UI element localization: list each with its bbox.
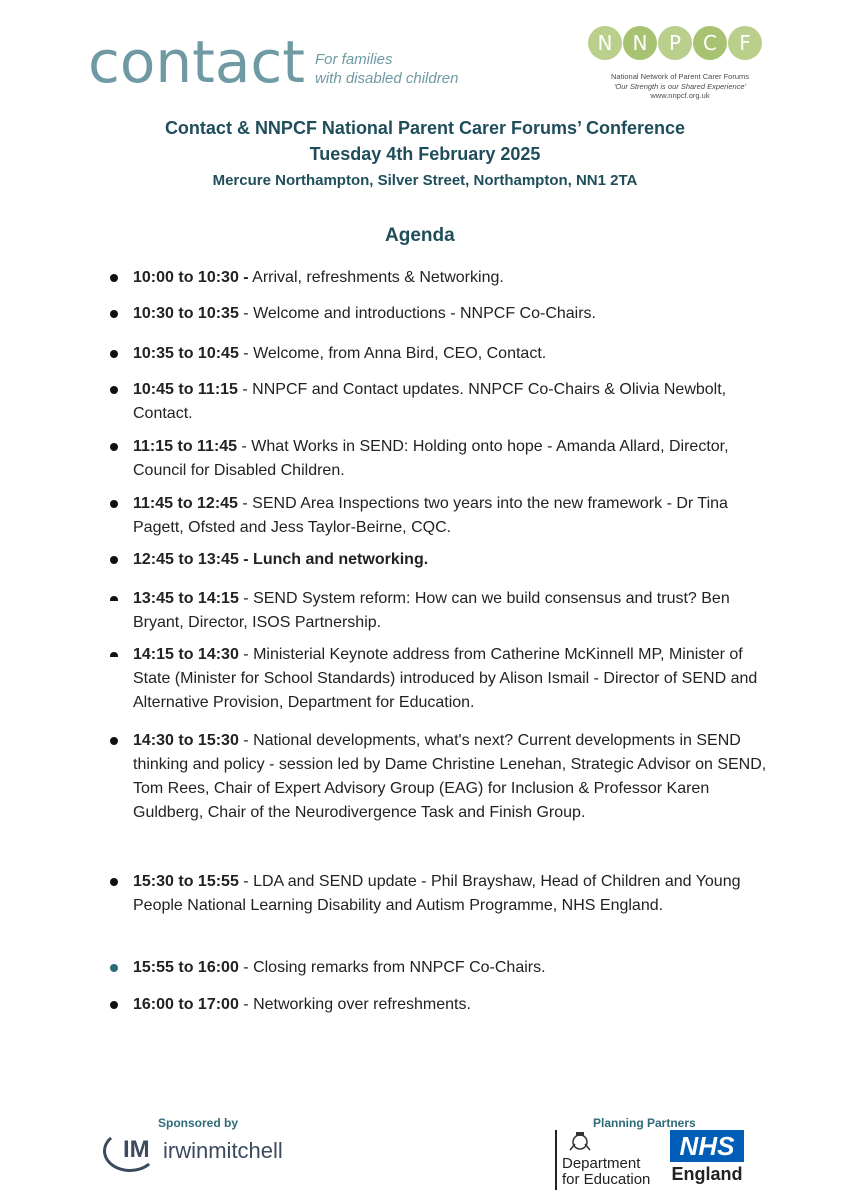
nnpcf-letter: C <box>693 26 727 60</box>
nnpcf-logo <box>580 26 780 108</box>
bullet-icon <box>110 274 118 282</box>
nnpcf-letter: N <box>588 26 622 60</box>
agenda-time: 12:45 to 13:45 - Lunch and networking. <box>133 551 429 568</box>
bullet-icon <box>110 596 118 601</box>
nhs-england-logo <box>668 1130 746 1190</box>
conference-date: Tuesday 4th February 2025 <box>309 144 541 164</box>
bullet-icon <box>110 964 118 972</box>
planning-partners-label: Planning Partners <box>593 1116 696 1130</box>
nnpcf-letter: F <box>728 26 762 60</box>
agenda-item <box>133 492 783 540</box>
agenda-item <box>133 587 783 635</box>
dfe-line-1: Department <box>562 1155 641 1172</box>
agenda-text: - LDA and SEND update - Phil Brayshaw, Head of Children and Young People National Learning Disability and Autism Programme, NHS England. <box>133 873 741 914</box>
agenda-time: 16:00 to 17:00 <box>133 996 239 1013</box>
agenda-time: 10:30 to 10:35 <box>133 305 239 322</box>
agenda-item <box>133 378 783 426</box>
bullet-icon <box>110 500 118 508</box>
dfe-divider <box>555 1130 557 1190</box>
irwin-mitchell-mark: IM <box>123 1136 150 1163</box>
bullet-icon <box>110 1001 118 1009</box>
agenda-text: - Welcome and introductions - NNPCF Co-Chairs. <box>238 305 596 322</box>
agenda-time: 10:00 to 10:30 - <box>133 269 249 286</box>
agenda-item <box>133 643 783 715</box>
contact-logo <box>88 28 478 96</box>
dfe-line-2: for Education <box>562 1171 651 1188</box>
nhs-england-text: England <box>671 1164 743 1184</box>
bullet-icon <box>110 443 118 451</box>
agenda-item <box>133 266 783 290</box>
bullet-icon <box>110 737 118 745</box>
irwin-mitchell-name: irwinmitchell <box>163 1138 283 1163</box>
nnpcf-logo-subtitle <box>580 72 780 101</box>
agenda-time: 15:30 to 15:55 <box>133 873 239 890</box>
sponsored-by-label: Sponsored by <box>158 1116 239 1130</box>
dfe-logo <box>555 1130 655 1190</box>
agenda-time: 11:15 to 11:45 <box>133 438 238 455</box>
agenda-time: 14:15 to 14:30 <box>133 646 239 663</box>
nnpcf-letter: P <box>658 26 692 60</box>
bullet-icon <box>110 310 118 318</box>
agenda-time: 15:55 to 16:00 <box>133 959 239 976</box>
bullet-icon <box>110 652 118 657</box>
agenda-text: - Closing remarks from NNPCF Co-Chairs. <box>238 959 546 976</box>
agenda-item <box>133 435 783 483</box>
irwin-mitchell-logo <box>105 1128 315 1176</box>
agenda-item <box>133 956 783 980</box>
agenda-item <box>133 302 783 326</box>
contact-tagline-line-1: For families <box>315 51 393 68</box>
agenda-text: - Networking over refreshments. <box>238 996 471 1013</box>
agenda-item <box>133 870 783 918</box>
agenda-item <box>133 729 783 825</box>
contact-logo-word: contact <box>88 28 306 96</box>
agenda-text: - SEND System reform: How can we build consensus and trust? Ben Bryant, Director, ISOS Partnership. <box>133 590 730 631</box>
agenda-text: - Ministerial Keynote address from Catherine McKinnell MP, Minister of State (Minister for School Standards) introduced by Alison Ismail - Director of SEND and Alternative Provision, Department for Education. <box>133 646 758 711</box>
agenda-item <box>133 342 783 366</box>
contact-tagline-line-2: with disabled children <box>315 70 459 87</box>
nhs-badge: NHS <box>670 1130 744 1162</box>
bullet-icon <box>110 878 118 886</box>
agenda-text: - SEND Area Inspections two years into the new framework - Dr Tina Pagett, Ofsted and Jess Taylor-Beirne, CQC. <box>133 495 728 536</box>
agenda-text: - Welcome, from Anna Bird, CEO, Contact. <box>238 345 547 362</box>
agenda-time: 13:45 to 14:15 <box>133 590 239 607</box>
agenda-text: - National developments, what's next? Current developments in SEND thinking and policy - session led by Dame Christine Lenehan, Strategic Advisor on SEND, Tom Rees, Chair of Expert Advisory Group (EAG) for Inclusion & Professor Karen Guldberg, Chair of the Neurodivergence Task and Finish Group. <box>133 732 767 821</box>
nnpcf-line-1: National Network of Parent Carer Forums <box>611 72 749 81</box>
agenda-text: - What Works in SEND: Holding onto hope - Amanda Allard, Director, Council for Disabled Children. <box>133 438 729 479</box>
contact-logo-tagline <box>315 50 485 88</box>
agenda-time: 11:45 to 12:45 <box>133 495 238 512</box>
royal-crest-icon <box>567 1130 593 1152</box>
bullet-icon <box>110 556 118 564</box>
agenda-item <box>133 993 783 1017</box>
nnpcf-letter: N <box>623 26 657 60</box>
agenda-time: 14:30 to 15:30 <box>133 732 239 749</box>
agenda-text: Arrival, refreshments & Networking. <box>248 269 504 286</box>
conference-title: Contact & NNPCF National Parent Carer Forums’ Conference <box>164 118 686 138</box>
agenda-heading: Agenda <box>385 225 455 246</box>
nnpcf-line-2: 'Our Strength is our Shared Experience' <box>613 81 747 91</box>
dfe-text <box>562 1156 650 1188</box>
agenda-text: - NNPCF and Contact updates. NNPCF Co-Chairs & Olivia Newbolt, Contact. <box>133 381 727 422</box>
bullet-icon <box>110 386 118 394</box>
nnpcf-letter-circles <box>588 26 762 68</box>
nnpcf-line-3: www.nnpcf.org.uk <box>650 91 710 100</box>
conference-venue: Mercure Northampton, Silver Street, Northampton, NN1 2TA <box>212 172 638 189</box>
bullet-icon <box>110 350 118 358</box>
agenda-time: 10:35 to 10:45 <box>133 345 239 362</box>
agenda-time: 10:45 to 11:15 <box>133 381 238 398</box>
agenda-item <box>133 548 783 572</box>
